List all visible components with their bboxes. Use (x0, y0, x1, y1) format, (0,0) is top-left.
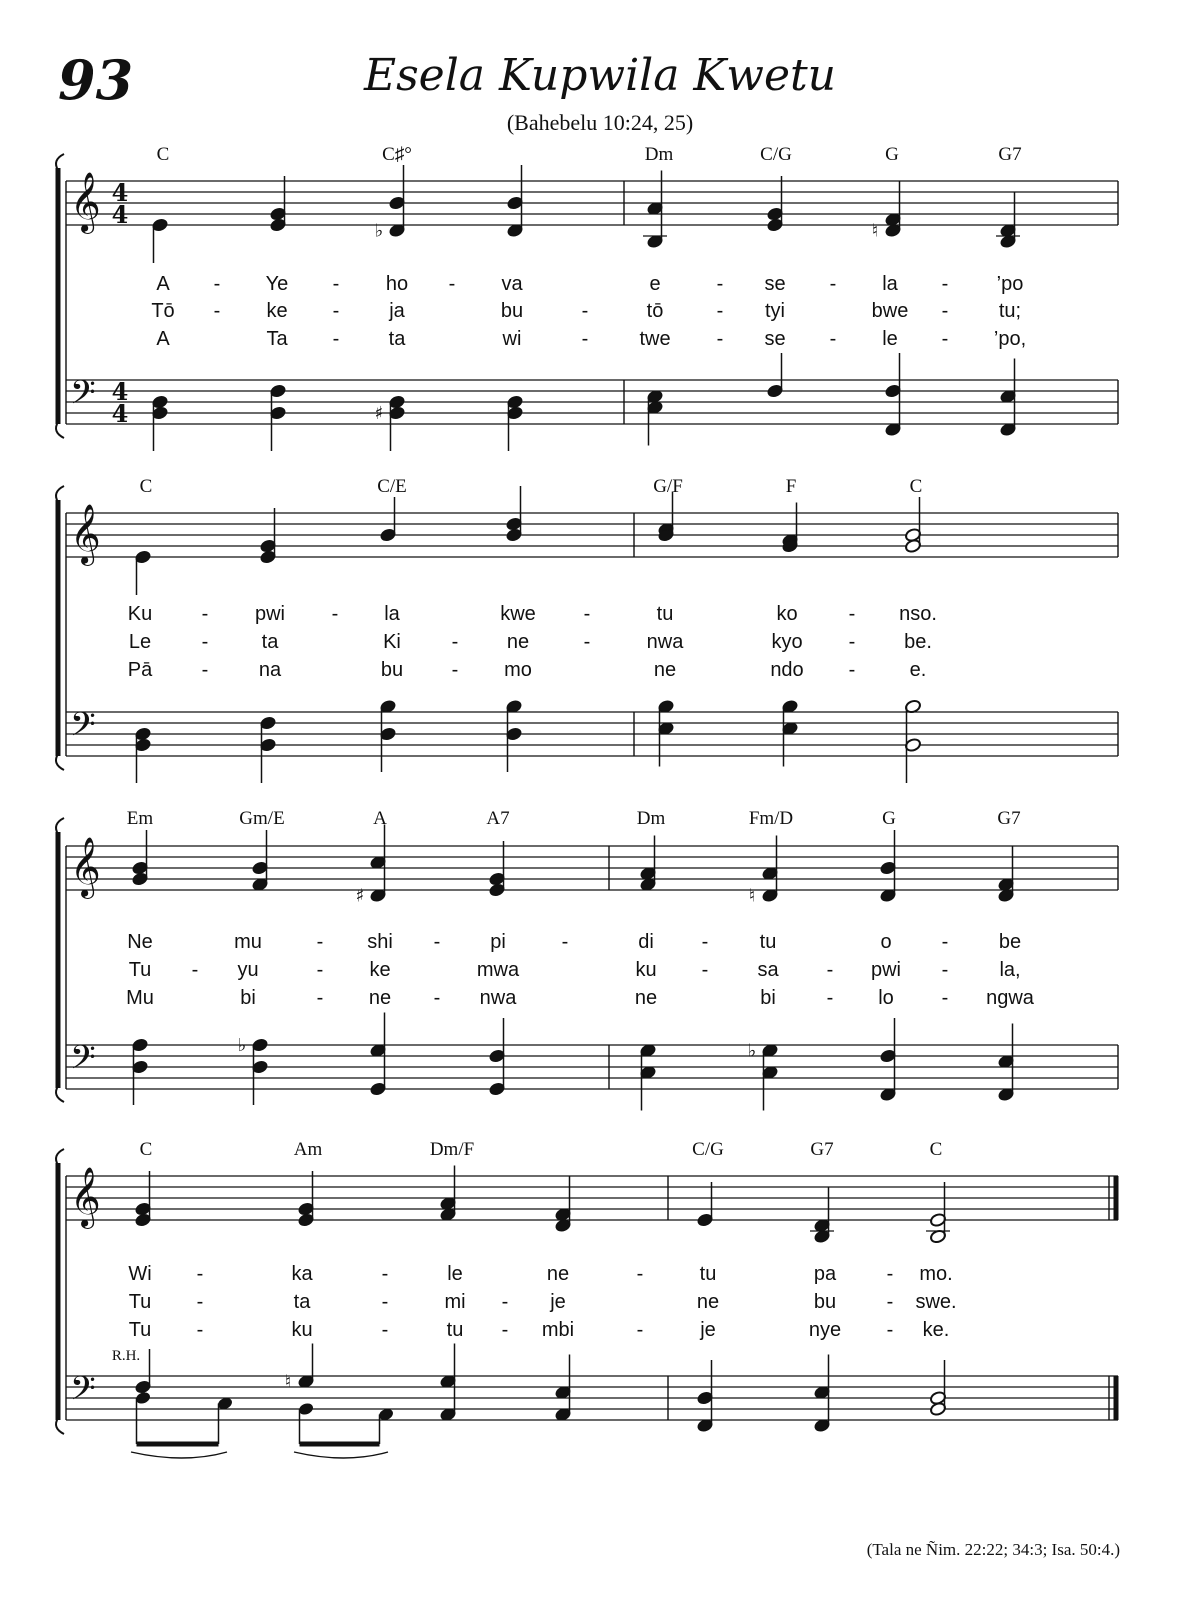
lyric-syllable: ne (696, 1291, 720, 1313)
syllable-hyphen: - (331, 603, 339, 625)
syllable-hyphen: - (716, 300, 724, 322)
treble-chord-6 (872, 182, 902, 242)
lyric-syllable: tu (699, 1263, 717, 1285)
chord-symbol: Am (293, 1139, 323, 1160)
syllable-hyphen: - (829, 328, 837, 350)
lyric-syllable: ’po, (993, 328, 1027, 350)
syllable-hyphen: - (826, 959, 834, 981)
lyric-syllable: Ku (127, 603, 153, 625)
syllable-hyphen: - (581, 300, 589, 322)
treble-chord-6 (926, 1182, 950, 1244)
lyric-syllable: tu (656, 603, 674, 625)
syllable-hyphen: - (332, 300, 340, 322)
treble-time-signature-top: 4 (111, 178, 129, 207)
lyric-syllable: pwi (870, 959, 902, 981)
bass-staff (66, 380, 1118, 424)
treble-chord-4 (696, 1182, 713, 1228)
hymn-number: 93 (58, 48, 134, 112)
lyric-syllable: be (998, 931, 1022, 953)
bass-chord-0 (134, 726, 151, 783)
chord-symbol: A7 (486, 808, 510, 829)
bass-chord-4 (639, 1043, 656, 1111)
treble-chord-1 (259, 508, 276, 565)
bass-chord-6 (929, 1360, 946, 1417)
treble-chord-5 (781, 503, 798, 554)
lyric-syllable: ko (776, 603, 798, 625)
syllable-hyphen: - (941, 300, 949, 322)
accidental: ♯ (355, 885, 365, 907)
bass-chord-1 (238, 1035, 269, 1105)
bass-chord-1 (259, 715, 276, 783)
lyric-syllable: ja (389, 300, 405, 322)
bass-clef-icon: 𝄢 (70, 1039, 96, 1085)
lyric-syllable: mo (504, 659, 532, 681)
lyric-syllable: ho (385, 273, 409, 295)
lyric-syllable: Tō (151, 300, 175, 322)
syllable-hyphen: - (826, 987, 834, 1009)
chord-symbol: Em (126, 808, 154, 829)
lyric-syllable: ku (635, 959, 657, 981)
chord-symbol: G7 (998, 144, 1022, 165)
chord-symbol: G (882, 808, 896, 829)
lyric-syllable: je (550, 1291, 566, 1313)
lyric-syllable: pi (490, 931, 506, 953)
syllable-hyphen: - (941, 959, 949, 981)
syllable-hyphen: - (316, 931, 324, 953)
scripture-reference: (Bahebelu 10:24, 25) (506, 110, 694, 135)
lyric-syllable: le (882, 328, 898, 350)
lyric-syllable: kyo (771, 631, 803, 653)
chord-symbol: G7 (997, 808, 1021, 829)
lyric-syllable: ke. (922, 1319, 950, 1341)
lyric-syllable: je (700, 1319, 716, 1341)
bass-chord-4 (696, 1360, 713, 1433)
treble-chord-7 (996, 193, 1020, 250)
syllable-hyphen: - (716, 328, 724, 350)
chord-symbol: Dm (636, 808, 666, 829)
lyric-syllable: tu (759, 931, 777, 953)
treble-clef-icon: 𝄞 (70, 1167, 101, 1227)
bass-chord-3 (505, 699, 522, 772)
hymn-title: Esela Kupwila Kwetu (363, 50, 837, 101)
bracket-bottom-hook (56, 1418, 64, 1434)
bass-chord-2 (439, 1344, 456, 1423)
syllable-hyphen: - (213, 273, 221, 295)
system-3 (56, 818, 1118, 1102)
treble-chord-5 (810, 1188, 834, 1245)
treble-staff (66, 181, 1118, 225)
lyric-syllable: e. (909, 659, 927, 681)
bass-chord-7 (997, 1024, 1014, 1103)
treble-staff (66, 846, 1118, 890)
bass-clef-icon: 𝄢 (70, 706, 96, 752)
lyric-syllable: bu (813, 1291, 837, 1313)
chord-symbol: C (156, 144, 170, 165)
lyric-syllable: pa (813, 1263, 837, 1285)
chord-symbol: C♯° (382, 144, 412, 165)
lyric-syllable: nwa (479, 987, 517, 1009)
syllable-hyphen: - (561, 931, 569, 953)
chord-symbol: G7 (810, 1139, 834, 1160)
treble-chord-5 (766, 176, 783, 233)
lyric-syllable: bi (240, 987, 256, 1009)
system-1 (56, 154, 1118, 438)
syllable-hyphen: - (448, 273, 456, 295)
chord-symbol: Gm/E (239, 808, 285, 829)
syllable-hyphen: - (636, 1263, 644, 1285)
treble-chord-3 (554, 1177, 571, 1234)
treble-staff (66, 1176, 1118, 1220)
lyric-syllable: Ne (127, 931, 153, 953)
syllable-hyphen: - (941, 931, 949, 953)
bass-chord-2 (369, 1013, 386, 1097)
lyric-syllable: Mu (126, 987, 154, 1009)
treble-chord-0 (134, 1171, 151, 1228)
treble-chord-4 (639, 836, 656, 893)
lyric-syllable: swe. (915, 1291, 957, 1313)
lyric-syllable: ta (293, 1291, 311, 1313)
lyric-syllable: tō (646, 300, 664, 322)
treble-clef-icon: 𝄞 (70, 504, 101, 564)
syllable-hyphen: - (886, 1291, 894, 1313)
lyric-syllable: Ye (265, 273, 289, 295)
lyric-syllable: le (447, 1263, 463, 1285)
treble-chord-0 (151, 217, 168, 263)
syllable-hyphen: - (381, 1319, 389, 1341)
lyric-syllable: shi (367, 931, 393, 953)
bass-clef-icon: 𝄢 (70, 374, 96, 420)
lyric-syllable: ta (388, 328, 406, 350)
chord-symbol: Dm (644, 144, 674, 165)
syllable-hyphen: - (829, 273, 837, 295)
lyric-syllable: mbi (541, 1319, 575, 1341)
bass-chord-5 (748, 1041, 779, 1111)
lyric-syllable: yu (237, 959, 259, 981)
bass-clef-icon: 𝄢 (70, 1370, 96, 1416)
accidental: ♯ (374, 403, 384, 424)
bracket-bottom-hook (56, 1086, 64, 1102)
syllable-hyphen: - (213, 300, 221, 322)
syllable-hyphen: - (886, 1319, 894, 1341)
lyric-syllable: la (384, 603, 400, 625)
lyric-syllable: Pā (127, 659, 153, 681)
accidental: ♭ (374, 220, 384, 242)
syllable-hyphen: - (583, 631, 591, 653)
slur (294, 1452, 388, 1458)
lyric-syllable: o (880, 931, 892, 953)
lyric-syllable: ka (291, 1263, 313, 1285)
chord-symbol: C (139, 1139, 153, 1160)
treble-clef-icon: 𝄞 (70, 172, 101, 232)
lyric-syllable: nso. (899, 603, 937, 625)
lyric-syllable: tyi (765, 300, 785, 322)
treble-chord-1 (269, 176, 286, 233)
lyric-syllable: tu (446, 1319, 464, 1341)
lyric-syllable: Le (128, 631, 152, 653)
lyric-syllable: kwe (500, 603, 536, 625)
syllable-hyphen: - (381, 1291, 389, 1313)
lyric-syllable: A (156, 273, 170, 295)
accidental: ♮ (748, 885, 756, 907)
chord-symbol: C/G (760, 144, 792, 165)
treble-chord-2 (379, 497, 396, 543)
treble-chord-6 (904, 497, 921, 554)
bracket-top-hook (56, 486, 64, 502)
lyric-syllable: be. (904, 631, 932, 653)
syllable-hyphen: - (886, 1263, 894, 1285)
syllable-hyphen: - (381, 1263, 389, 1285)
lyric-syllable: bi (760, 987, 776, 1009)
treble-chord-2 (439, 1166, 456, 1223)
lyric-syllable: la (882, 273, 898, 295)
bass-staff (66, 1376, 1118, 1420)
treble-chord-4 (657, 492, 674, 543)
treble-chord-3 (505, 486, 522, 543)
chord-symbol: Dm/F (429, 1139, 475, 1160)
cross-reference-footnote: (Tala ne Ñim. 22:22; 34:3; Isa. 50:4.) (866, 1540, 1120, 1559)
accidental: ♭ (237, 1035, 247, 1056)
lyric-syllable: na (258, 659, 282, 681)
lyric-syllable: Tu (128, 959, 152, 981)
bass-chord-3 (554, 1355, 571, 1423)
lyric-syllable: lo (878, 987, 894, 1009)
treble-chord-2 (356, 825, 387, 907)
syllable-hyphen: - (848, 659, 856, 681)
syllable-hyphen: - (701, 959, 709, 981)
bass-time-signature-bottom: 4 (111, 399, 129, 428)
syllable-hyphen: - (848, 631, 856, 653)
chord-symbol: C (909, 476, 923, 497)
treble-staff (66, 513, 1118, 557)
lyric-syllable: ne (634, 987, 658, 1009)
syllable-hyphen: - (433, 987, 441, 1009)
bass-chord-4 (646, 389, 663, 446)
chord-symbol: C/G (692, 1139, 724, 1160)
treble-clef-icon: 𝄞 (70, 837, 101, 897)
bass-chord-2 (379, 699, 396, 772)
syllable-hyphen: - (316, 987, 324, 1009)
chord-symbol: C/E (377, 476, 407, 497)
lyric-syllable: wi (502, 328, 522, 350)
lyric-syllable: se (764, 273, 786, 295)
chord-symbol: G/F (653, 476, 683, 497)
chord-symbol: A (373, 808, 387, 829)
treble-chord-0 (131, 830, 148, 887)
syllable-hyphen: - (581, 328, 589, 350)
lyric-syllable: sa (757, 959, 779, 981)
lyric-syllable: ke (369, 959, 391, 981)
bass-staff (66, 712, 1118, 756)
accidental: ♮ (871, 220, 879, 242)
lyric-syllable: ne (546, 1263, 570, 1285)
lyric-syllable: ku (291, 1319, 313, 1341)
syllable-hyphen: - (316, 959, 324, 981)
syllable-hyphen: - (501, 1291, 509, 1313)
syllable-hyphen: - (636, 1319, 644, 1341)
lyric-syllable: ’po (996, 273, 1024, 295)
bass-chord-3 (506, 394, 523, 451)
syllable-hyphen: - (941, 987, 949, 1009)
lyric-syllable: ne (368, 987, 392, 1009)
syllable-hyphen: - (332, 328, 340, 350)
lyric-syllable: se (764, 328, 786, 350)
syllable-hyphen: - (501, 1319, 509, 1341)
lyric-syllable: mi (444, 1291, 466, 1313)
bass-chord-0 (151, 394, 168, 451)
treble-chord-1 (251, 830, 268, 892)
lyric-syllable: mu (234, 931, 262, 953)
lyric-syllable: twe (639, 328, 671, 350)
bracket-top-hook (56, 154, 64, 170)
chord-symbol: G (885, 144, 899, 165)
syllable-hyphen: - (191, 959, 199, 981)
lyric-syllable: nwa (646, 631, 684, 653)
lyric-syllable: Wi (128, 1263, 152, 1285)
bass-chord-5 (766, 353, 783, 399)
lyric-syllable: Ta (266, 328, 288, 350)
lyric-syllable: ta (261, 631, 279, 653)
lyric-syllable: mo. (919, 1263, 953, 1285)
treble-chord-3 (506, 165, 523, 238)
treble-chord-7 (997, 847, 1014, 904)
lyric-syllable: nye (808, 1319, 842, 1341)
syllable-hyphen: - (201, 659, 209, 681)
treble-chord-6 (879, 830, 896, 903)
treble-chord-0 (134, 549, 151, 595)
lyric-syllable: mwa (476, 959, 520, 981)
syllable-hyphen: - (941, 273, 949, 295)
chord-symbol: F (785, 476, 797, 497)
bass-chord-2 (375, 394, 406, 451)
system-2 (56, 486, 1118, 770)
syllable-hyphen: - (451, 659, 459, 681)
lyric-syllable: bu (500, 300, 524, 322)
lyric-syllable: pwi (254, 603, 286, 625)
lyric-syllable: bwe (871, 300, 909, 322)
accidental: ♭ (747, 1040, 757, 1062)
lyric-syllable: ne (653, 659, 677, 681)
bass-time-signature-top: 4 (111, 377, 129, 406)
bracket-top-hook (56, 1149, 64, 1165)
syllable-hyphen: - (583, 603, 591, 625)
accidental: ♮ (284, 1371, 292, 1393)
syllable-hyphen: - (941, 328, 949, 350)
chord-symbol: Fm/D (748, 808, 794, 829)
syllable-hyphen: - (196, 1263, 204, 1285)
lyric-syllable: ndo (770, 659, 804, 681)
lyric-syllable: ke (266, 300, 288, 322)
bracket-top-hook (56, 818, 64, 834)
syllable-hyphen: - (433, 931, 441, 953)
treble-chord-1 (297, 1171, 314, 1228)
syllable-hyphen: - (196, 1291, 204, 1313)
syllable-hyphen: - (201, 631, 209, 653)
bass-staff (66, 1045, 1118, 1089)
lyric-syllable: va (501, 273, 523, 295)
lyric-syllable: tu; (998, 300, 1022, 322)
syllable-hyphen: - (201, 603, 209, 625)
system-4 (56, 1149, 1116, 1434)
syllable-hyphen: - (701, 931, 709, 953)
lyric-syllable: Tu (128, 1319, 152, 1341)
bass-chord-7 (999, 359, 1016, 438)
bass-chord-1 (285, 1344, 315, 1393)
syllable-hyphen: - (451, 631, 459, 653)
bracket-bottom-hook (56, 422, 64, 438)
treble-chord-4 (643, 171, 667, 250)
chord-symbol: C (929, 1139, 943, 1160)
syllable-hyphen: - (716, 273, 724, 295)
lyric-syllable: ne (506, 631, 530, 653)
syllable-hyphen: - (332, 273, 340, 295)
bracket-bottom-hook (56, 754, 64, 770)
treble-time-signature-bottom: 4 (111, 200, 129, 229)
lyric-syllable: ngwa (986, 987, 1034, 1009)
syllable-hyphen: - (196, 1319, 204, 1341)
lyric-syllable: Ki (383, 631, 401, 653)
lyric-syllable: di (638, 931, 654, 953)
bass-chord-1 (269, 383, 286, 451)
syllable-hyphen: - (848, 603, 856, 625)
bass-chord-5 (813, 1355, 830, 1434)
slur (131, 1452, 227, 1458)
lyric-syllable: e (649, 273, 661, 295)
lyric-syllable: bu (380, 659, 404, 681)
lyric-syllable: la, (999, 959, 1021, 981)
lyric-syllable: A (156, 328, 170, 350)
lyric-syllable: Tu (128, 1291, 152, 1313)
rh-marking: R.H. (111, 1348, 141, 1364)
treble-chord-3 (488, 841, 505, 898)
bass-chord-3 (488, 1018, 505, 1097)
bass-chord-0 (131, 1037, 148, 1105)
chord-symbol: C (139, 476, 153, 497)
